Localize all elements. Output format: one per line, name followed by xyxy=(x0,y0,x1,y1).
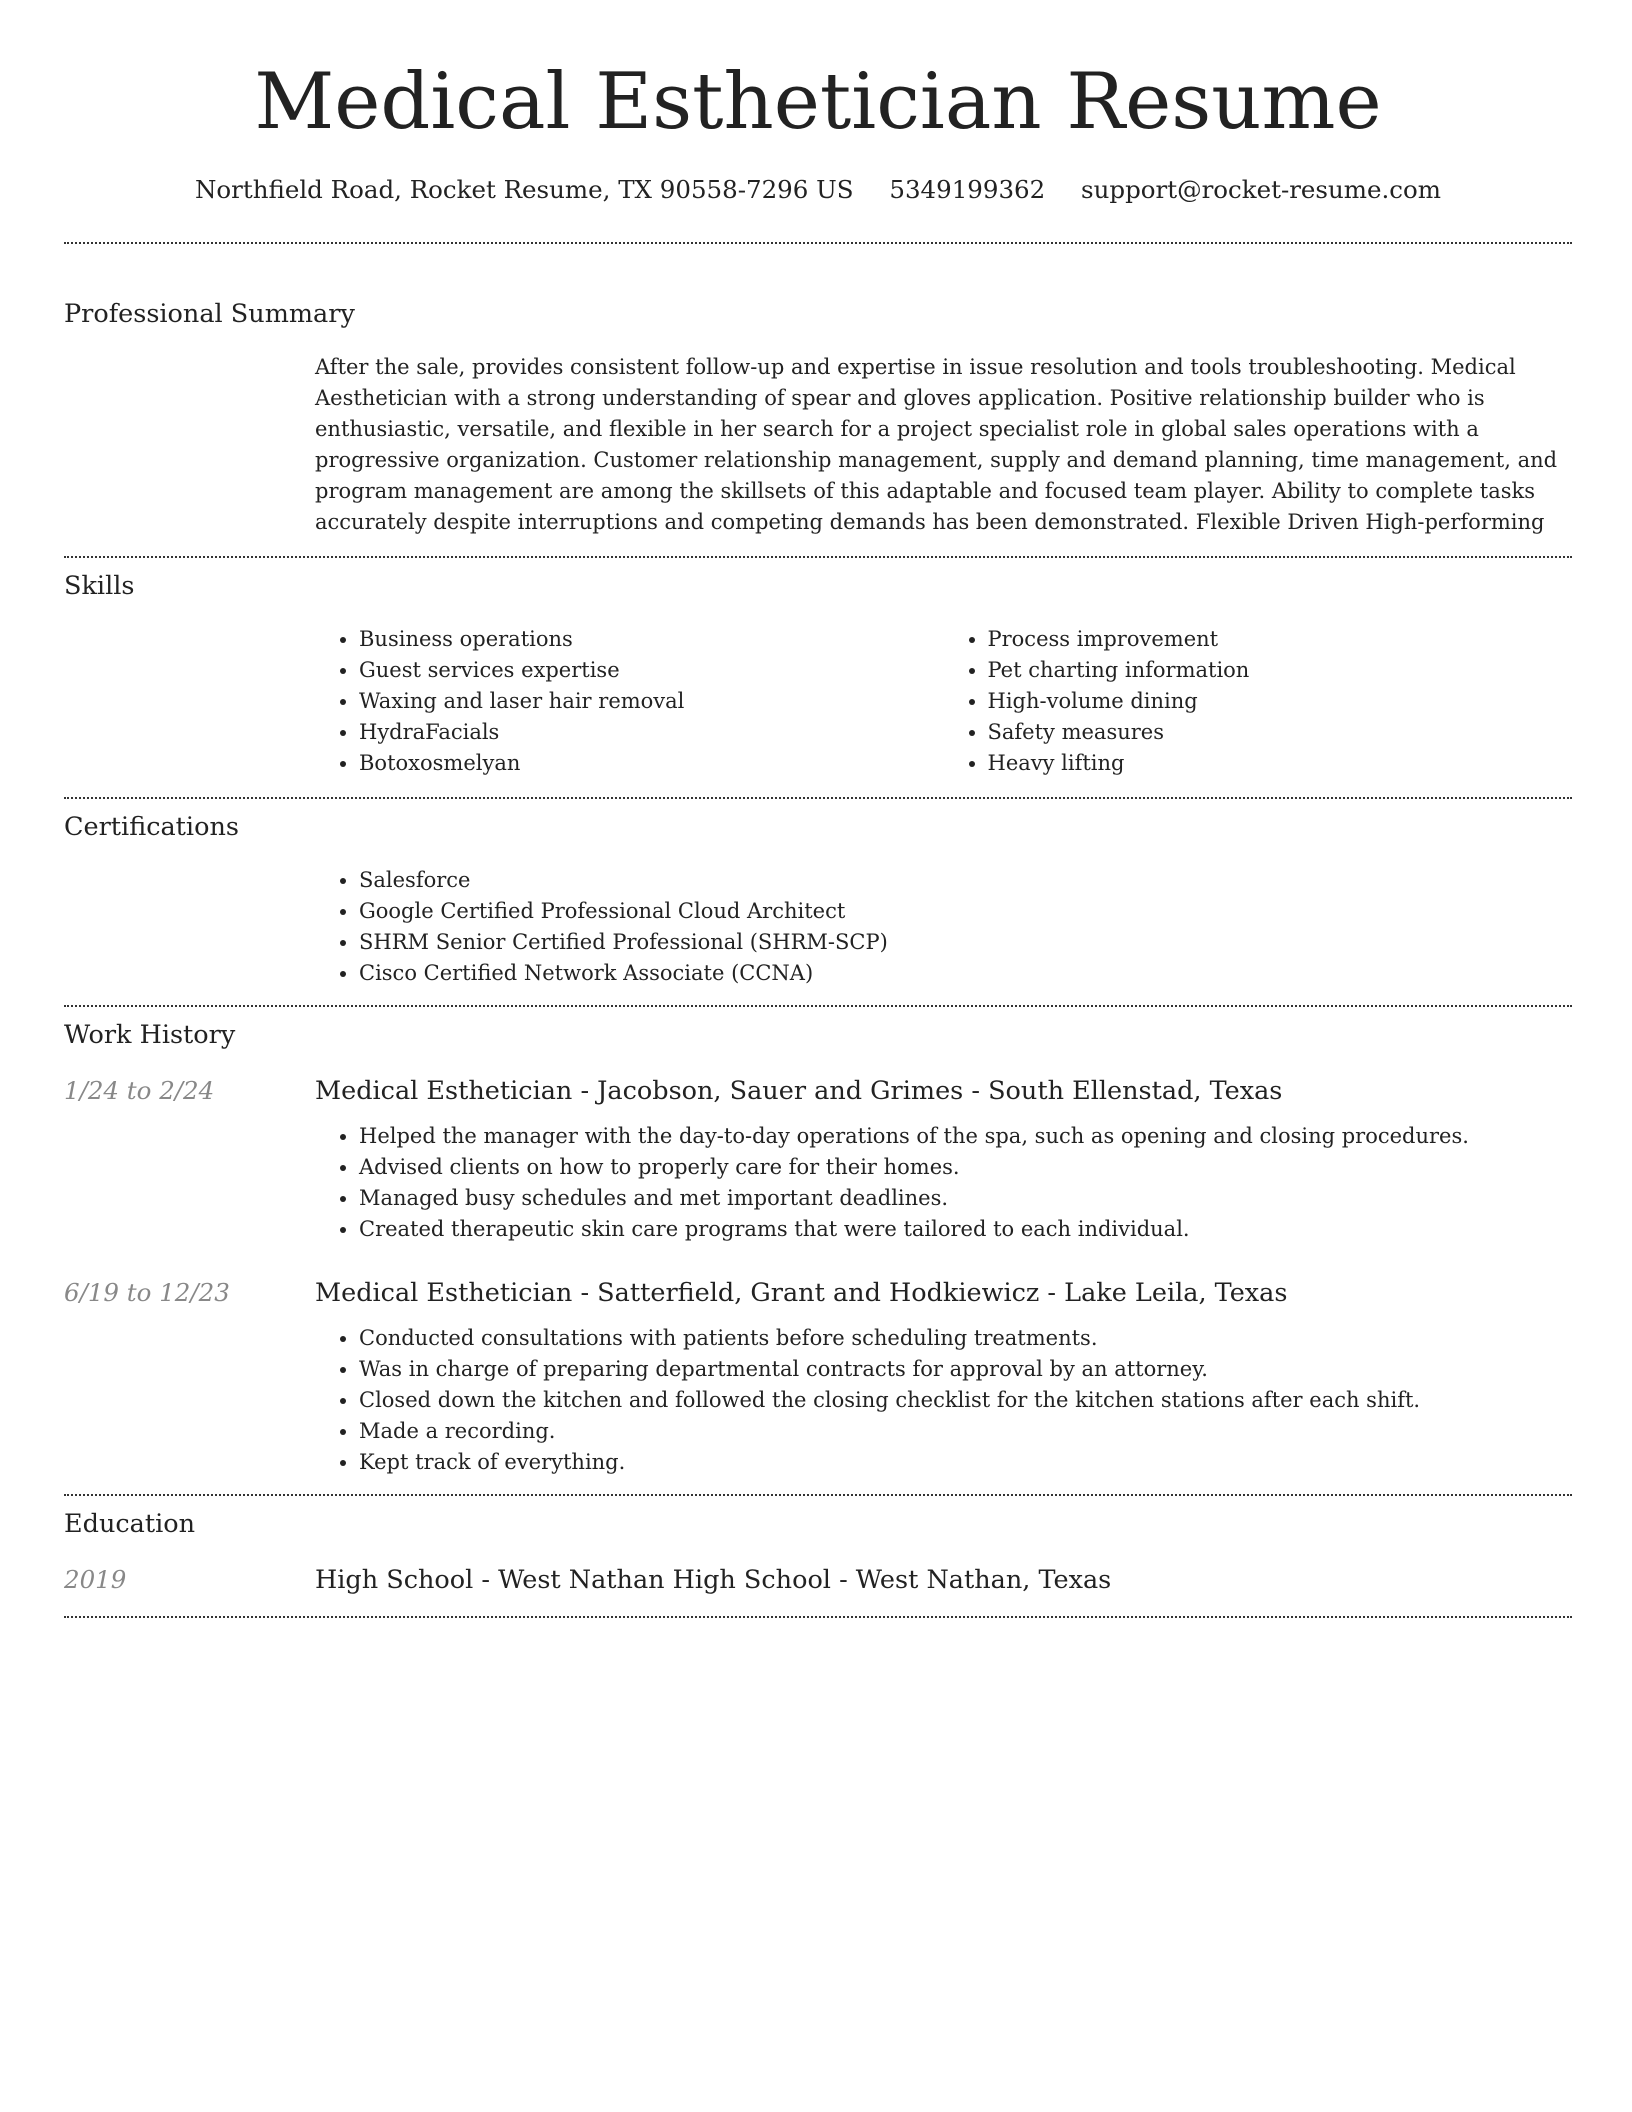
list-item: • Heavy lifting xyxy=(988,748,1573,779)
divider xyxy=(64,1494,1572,1496)
list-item: • Created therapeutic skin care programs that were tailored to each individual. xyxy=(359,1214,1572,1245)
email: support@rocket-resume.com xyxy=(1081,175,1442,204)
list-item: • Managed busy schedules and met important deadlines. xyxy=(359,1183,1572,1214)
contact-line xyxy=(64,172,1572,208)
list-item: • Conducted consultations with patients before scheduling treatments. xyxy=(359,1323,1572,1354)
education-entry xyxy=(64,1562,1572,1598)
divider xyxy=(64,797,1572,799)
list-item: • Business operations xyxy=(359,624,944,655)
resume-page xyxy=(64,0,1572,1618)
skills-list-right xyxy=(944,624,1573,779)
list-item: • Was in charge of preparing departmental contracts for approval by an attorney. xyxy=(359,1354,1572,1385)
work-history-section xyxy=(64,1017,1572,1478)
skills-grid xyxy=(315,624,1572,779)
job-entry xyxy=(64,1275,1572,1478)
section-title-summary: Professional Summary xyxy=(64,299,355,329)
list-item: • Salesforce xyxy=(359,865,1572,896)
job-bullet-list xyxy=(315,1323,1572,1478)
list-item: • Helped the manager with the day-to-day operations of the spa, such as opening and closing procedures. xyxy=(359,1121,1572,1152)
job-header xyxy=(64,1073,1572,1109)
list-item: • Botoxosmelyan xyxy=(359,748,944,779)
list-item: • Kept track of everything. xyxy=(359,1447,1572,1478)
job-bullet-list xyxy=(315,1121,1572,1245)
job-dates: 6/19 to 12/23 xyxy=(64,1278,230,1307)
phone: 5349199362 xyxy=(889,175,1046,204)
divider xyxy=(64,1005,1572,1007)
education-section xyxy=(64,1506,1572,1598)
skills-list-left xyxy=(315,624,944,779)
job-bullets xyxy=(315,1323,1572,1478)
address: Northfield Road, Rocket Resume, TX 90558-7296 US xyxy=(194,175,854,204)
divider xyxy=(64,556,1572,558)
list-item: • Cisco Certified Network Associate (CCNA) xyxy=(359,958,1572,989)
section-title-certifications: Certifications xyxy=(64,812,239,842)
job-dates: 1/24 to 2/24 xyxy=(64,1076,215,1105)
job-entry xyxy=(64,1073,1572,1245)
education-date: 2019 xyxy=(64,1565,127,1594)
job-title: Medical Esthetician - Satterfield, Grant and Hodkiewicz - Lake Leila, Texas xyxy=(315,1278,1288,1308)
list-item: • Made a recording. xyxy=(359,1416,1572,1447)
list-item: • Safety measures xyxy=(988,717,1573,748)
job-title: Medical Esthetician - Jacobson, Sauer and Grimes - South Ellenstad, Texas xyxy=(315,1076,1283,1106)
job-header xyxy=(64,1275,1572,1311)
divider xyxy=(64,242,1572,244)
summary-text: After the sale, provides consistent follow-up and expertise in issue resolution and tools troubleshooting. Medical Aesthetician with a strong understanding of spear and gloves application. Positive relationship builder who is enthusiastic, versatile, and flexible in her search for a project specialist role in global sales operations with a progressive organization. Customer relationship management, supply and demand planning, time management, and program management are among the skillsets of this adaptable and focused team player. Ability to complete tasks accurately despite interruptions and competing demands has been demonstrated. Flexible Driven High-performing xyxy=(315,355,1558,534)
skills-section xyxy=(64,568,1572,779)
list-item: • Google Certified Professional Cloud Architect xyxy=(359,896,1572,927)
section-title-education: Education xyxy=(64,1509,196,1539)
list-item: • High-volume dining xyxy=(988,686,1573,717)
list-item: • Advised clients on how to properly care for their homes. xyxy=(359,1152,1572,1183)
list-item: • HydraFacials xyxy=(359,717,944,748)
education-title: High School - West Nathan High School - West Nathan, Texas xyxy=(315,1565,1112,1595)
list-item: • Guest services expertise xyxy=(359,655,944,686)
list-item: • Pet charting information xyxy=(988,655,1573,686)
section-title-skills: Skills xyxy=(64,571,135,601)
list-item: • Waxing and laser hair removal xyxy=(359,686,944,717)
certifications-body xyxy=(315,865,1572,989)
section-title-work: Work History xyxy=(64,1020,236,1050)
list-item: • Process improvement xyxy=(988,624,1573,655)
summary-body xyxy=(315,352,1572,538)
divider xyxy=(64,1616,1572,1618)
list-item: • SHRM Senior Certified Professional (SHRM-SCP) xyxy=(359,927,1572,958)
summary-section xyxy=(64,296,1572,538)
certifications-list xyxy=(315,865,1572,989)
page-title: Medical Esthetician Resume xyxy=(254,57,1382,147)
list-item: • Closed down the kitchen and followed the closing checklist for the kitchen stations after each shift. xyxy=(359,1385,1572,1416)
certifications-section xyxy=(64,809,1572,989)
job-bullets xyxy=(315,1121,1572,1245)
